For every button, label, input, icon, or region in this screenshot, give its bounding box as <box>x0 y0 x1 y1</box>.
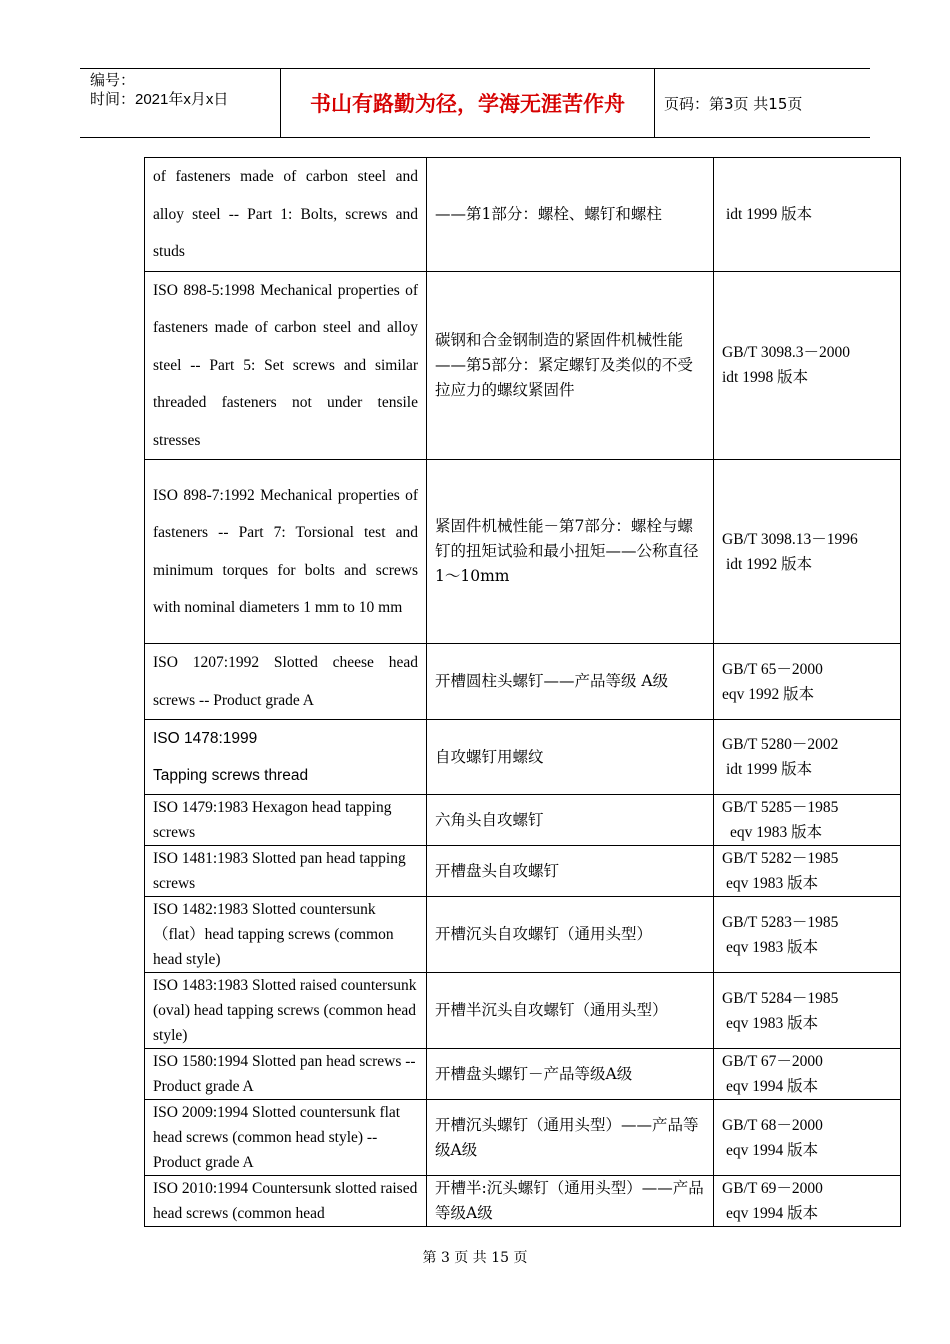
iso-standard-cell <box>145 720 427 795</box>
gb-standard-cell <box>714 720 901 795</box>
gb-version: eqv 1983 版本 <box>726 1014 819 1032</box>
iso-standard-cell: ISO 2009:1994 Slotted countersunk flat head screws (common head style) -- Product grade A <box>145 1100 427 1176</box>
gb-code: GB/T 3098.13－1996 <box>722 530 858 548</box>
table-row <box>145 846 901 897</box>
chinese-title-cell: 开槽盘头螺钉－产品等级A级 <box>427 1049 714 1100</box>
header-meta <box>80 69 281 137</box>
chinese-title-cell: 六角头自攻螺钉 <box>427 795 714 846</box>
gb-code: GB/T 5284－1985 <box>722 989 839 1007</box>
gb-standard-cell <box>714 897 901 973</box>
gb-code: GB/T 69－2000 <box>722 1180 823 1197</box>
table-row <box>145 973 901 1049</box>
iso-standard-cell: of fasteners made of carbon steel and alloy steel -- Part 1: Bolts, screws and studs <box>145 158 427 272</box>
gb-standard-cell <box>714 1100 901 1176</box>
header-motto: 书山有路勤为径，学海无涯苦作舟 <box>281 69 655 137</box>
gb-version: idt 1998 版本 <box>722 369 809 387</box>
iso-standard-cell: ISO 898-7:1992 Mechanical properties of fasteners -- Part 7: Torsional test and minimum torques for bolts and screws with nominal diameters 1 mm to 10 mm <box>145 460 427 644</box>
iso-standard-cell: ISO 898-5:1998 Mechanical properties of fasteners made of carbon steel and alloy steel -- Part 5: Set screws and similar threaded fasteners not under tensile stresses <box>145 271 427 460</box>
gb-code: GB/T 67－2000 <box>722 1053 823 1070</box>
gb-standard-cell <box>714 271 901 460</box>
standards-table <box>144 157 901 1227</box>
gb-standard-cell <box>714 158 901 272</box>
gb-version: eqv 1994 版本 <box>726 1078 819 1095</box>
chinese-title-cell: ——第1部分：螺栓、螺钉和螺柱 <box>427 158 714 272</box>
table-row <box>145 644 901 720</box>
table-row <box>145 897 901 973</box>
gb-code: GB/T 65－2000 <box>722 660 823 678</box>
chinese-title-cell: 开槽沉头螺钉（通用头型）——产品等级A级 <box>427 1100 714 1176</box>
gb-version: eqv 1983 版本 <box>726 875 819 892</box>
iso-standard-cell: ISO 1207:1992 Slotted cheese head screws -- Product grade A <box>145 644 427 720</box>
header-page-info: 页码：第3页 共15页 <box>664 94 803 113</box>
table-row <box>145 1049 901 1100</box>
gb-standard-cell <box>714 795 901 846</box>
gb-standard-cell <box>714 973 901 1049</box>
gb-version: eqv 1994 版本 <box>726 1205 819 1222</box>
iso-standard-cell: ISO 1479:1983 Hexagon head tapping screws <box>145 795 427 846</box>
gb-code: GB/T 5283－1985 <box>722 913 839 931</box>
gb-standard-cell <box>714 846 901 897</box>
gb-code: GB/T 3098.3－2000 <box>722 344 851 362</box>
gb-version: idt 1999 版本 <box>726 205 813 223</box>
gb-code: GB/T 68－2000 <box>722 1116 823 1134</box>
table-row <box>145 460 901 644</box>
iso-code: ISO 1478:1999 <box>153 730 258 747</box>
gb-version: eqv 1992 版本 <box>722 685 815 703</box>
iso-standard-cell: ISO 1481:1983 Slotted pan head tapping screws <box>145 846 427 897</box>
gb-standard-cell <box>714 644 901 720</box>
gb-version: eqv 1994 版本 <box>726 1141 819 1159</box>
table-row <box>145 1176 901 1227</box>
chinese-title-cell: 碳钢和合金钢制造的紧固件机械性能——第5部分：紧定螺钉及类似的不受拉应力的螺纹紧固件 <box>427 271 714 460</box>
gb-standard-cell <box>714 460 901 644</box>
page-header <box>80 68 870 138</box>
gb-code: GB/T 5282－1985 <box>722 850 839 867</box>
chinese-title-cell: 开槽半:沉头螺钉（通用头型）——产品等级A级 <box>427 1176 714 1227</box>
header-time-label: 时间：2021年x月x日 <box>90 91 229 108</box>
chinese-title-cell: 开槽沉头自攻螺钉（通用头型） <box>427 897 714 973</box>
chinese-title-cell: 开槽盘头自攻螺钉 <box>427 846 714 897</box>
table-row <box>145 795 901 846</box>
table-row <box>145 720 901 795</box>
iso-title: Tapping screws thread <box>153 767 309 784</box>
iso-standard-cell: ISO 1580:1994 Slotted pan head screws -- Product grade A <box>145 1049 427 1100</box>
table-row <box>145 271 901 460</box>
chinese-title-cell: 自攻螺钉用螺纹 <box>427 720 714 795</box>
page-footer: 第 3 页 共 15 页 <box>422 1250 528 1266</box>
gb-code: GB/T 5285－1985 <box>722 799 839 816</box>
header-number-label: 编号： <box>90 72 136 89</box>
chinese-title-cell: 开槽圆柱头螺钉——产品等级 A级 <box>427 644 714 720</box>
chinese-title-cell: 紧固件机械性能－第7部分：螺栓与螺钉的扭矩试验和最小扭矩——公称直径1～10mm <box>427 460 714 644</box>
iso-standard-cell: ISO 1482:1983 Slotted countersunk（flat）head tapping screws (common head style) <box>145 897 427 973</box>
iso-standard-cell: ISO 1483:1983 Slotted raised countersunk (oval) head tapping screws (common head style) <box>145 973 427 1049</box>
gb-version: eqv 1983 版本 <box>730 824 823 841</box>
table-row <box>145 158 901 272</box>
gb-version: idt 1992 版本 <box>726 555 813 573</box>
gb-version: idt 1999 版本 <box>726 761 813 778</box>
chinese-title-cell: 开槽半沉头自攻螺钉（通用头型） <box>427 973 714 1049</box>
gb-version: eqv 1983 版本 <box>726 938 819 956</box>
table-row <box>145 1100 901 1176</box>
gb-standard-cell <box>714 1049 901 1100</box>
iso-standard-cell: ISO 2010:1994 Countersunk slotted raised head screws (common head <box>145 1176 427 1227</box>
gb-standard-cell <box>714 1176 901 1227</box>
gb-code: GB/T 5280－2002 <box>722 736 839 753</box>
